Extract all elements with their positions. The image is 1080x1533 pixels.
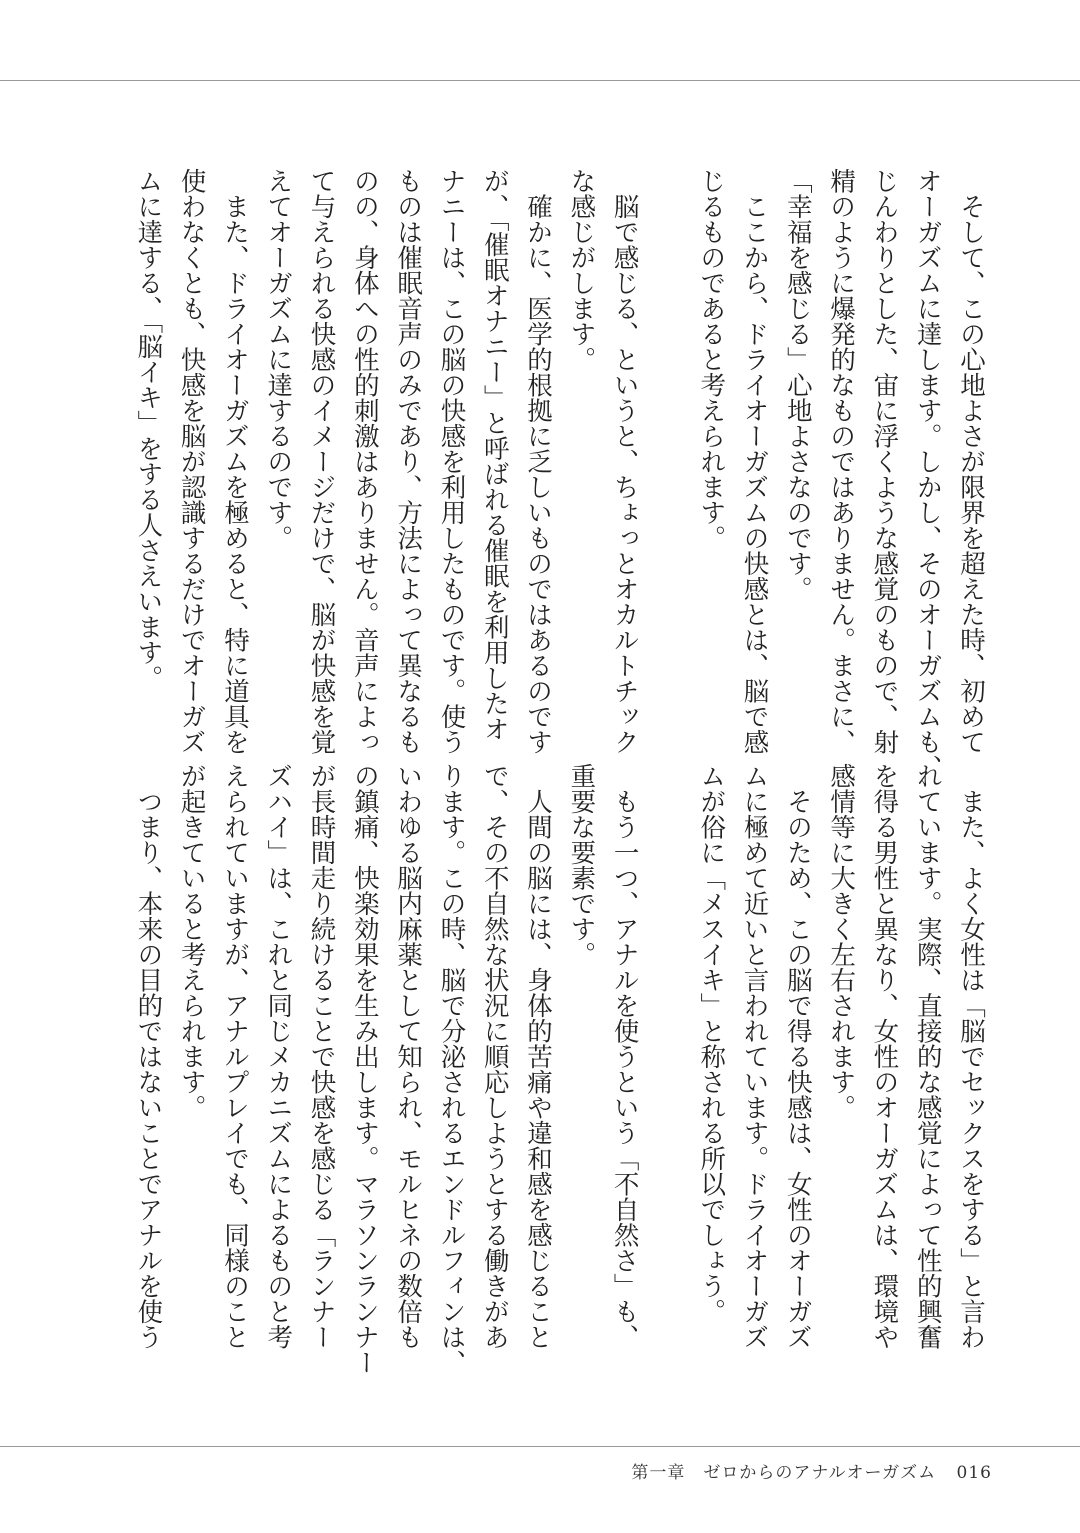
text-column: えられていますが、アナルプレイでも、同様のこと [219,763,250,1350]
text-column: ムが俗に「メスイキ」と称される所以でしょう。 [696,763,727,1324]
text-column: ムに極めて近いと言われています。ドライオーガズ [739,763,770,1350]
text-column: で、その不自然な状況に順応しようとする働きがあ [479,763,510,1350]
text-column: そして、この心地よさが限界を超えた時、初めて [956,168,986,755]
text-column [646,168,689,768]
text-column: ズハイ」は、これと同じメカニズムによるものと考 [263,763,294,1350]
text-column: ります。この時、脳で分泌されるエンドルフィンは、 [436,763,467,1375]
text-column: ここから、ドライオーガズムの快感とは、脳で感 [739,168,770,755]
text-column: のの、身体への性的刺激はありません。音声によっ [349,168,380,755]
text-column: れています。実際、直接的な感覚によって性的興奮 [912,763,943,1350]
top-rule [0,80,1080,81]
text-column: 脳で感じる、というと、ちょっとオカルトチック [609,168,640,755]
text-column: 重要な要素です。 [566,763,597,967]
chapter-title: 第一章 ゼロからのアナルオーガズム [631,1463,937,1483]
text-column: また、ドライオーガズムを極めると、特に道具を [219,168,250,755]
text-column: じるものであると考えられます。 [696,168,727,551]
text-column: 「幸福を感じる」心地よさなのです。 [782,168,813,602]
page-footer [617,1458,992,1483]
text-column: を得る男性と異なり、女性のオーガズムは、環境や [869,763,900,1350]
upper-text-block [126,168,992,780]
text-column: オーガズムに達します。しかし、そのオーガズムも、 [912,168,943,780]
text-column: えてオーガズムに達するのです。 [263,168,294,551]
text-column: て与えられる快感のイメージだけで、脳が快感を覚 [306,168,337,755]
text-column: が起きていると考えられます。 [176,763,207,1120]
text-column: 人間の脳には、身体的苦痛や違和感を感じること [523,763,554,1350]
text-column: の鎮痛、快楽効果を生み出します。マラソンランナー [349,763,380,1375]
text-column: 確かに、医学的根拠に乏しいものではあるのです [523,168,554,755]
text-column: ムに達する、「脳イキ」をする人さえいます。 [133,168,164,691]
text-column: 精のように爆発的なものではありません。まさに、 [826,168,857,755]
text-column: また、よく女性は「脳でセックスをする」と言わ [956,763,986,1350]
text-column: ナニーは、この脳の快感を利用したものです。使う [436,168,467,755]
text-column: ものは催眠音声のみであり、方法によって異なるも [393,168,424,755]
bottom-rule [0,1446,1080,1447]
text-column: もう一つ、アナルを使うという「不自然さ」も、 [609,763,640,1350]
text-column [646,763,689,1383]
text-column: じんわりとした、宙に浮くような感覚のもので、射 [869,168,900,755]
text-column: いわゆる脳内麻薬として知られ、モルヒネの数倍も [393,763,424,1350]
text-column: が長時間走り続けることで快感を感じる「ランナー [306,763,337,1350]
text-column: が、「催眠オナニー」と呼ばれる催眠を利用したオ [479,168,510,742]
text-column: つまり、本来の目的ではないことでアナルを使う [133,763,164,1350]
lower-text-block [126,763,992,1383]
text-column: な感じがします。 [566,168,597,372]
text-column: 感情等に大きく左右されます。 [826,763,857,1120]
page-number: 016 [956,1463,992,1483]
text-column: 使わなくとも、快感を脳が認識するだけでオーガズ [176,168,207,755]
text-column: そのため、この脳で得る快感は、女性のオーガズ [782,763,813,1350]
